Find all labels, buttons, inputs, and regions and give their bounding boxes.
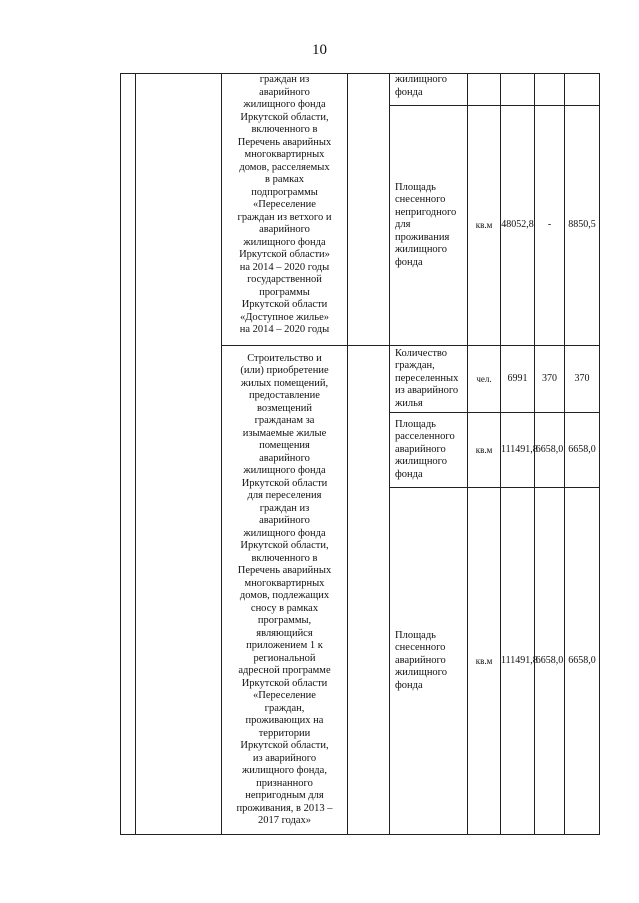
measure-text-line: включенного в: [251, 552, 318, 564]
value-base-cell: [501, 74, 535, 106]
measure-text-line: подпрограммы: [251, 186, 318, 198]
unit-cell: кв.м: [468, 488, 501, 835]
indicator-text-line: фонда: [395, 679, 423, 691]
indicator-text-line: жилищного: [395, 456, 447, 468]
measure-text-line: программы,: [257, 615, 312, 626]
measure-text-line: граждан из ветхого и: [237, 211, 332, 223]
measure-text-line: Строительство и: [247, 352, 322, 364]
indicator-text-line: расселенного: [395, 431, 455, 443]
measure-description-cell: [222, 346, 348, 835]
measure-text-line: жилых помещений,: [240, 377, 329, 389]
measure-text-line: являющийся: [256, 627, 313, 639]
indicator-text-line: снесенного: [395, 642, 446, 654]
indicator-text-line: жилищного: [395, 244, 447, 256]
program-indicators-table: [120, 73, 600, 835]
measure-text-line: предоставление: [249, 390, 320, 401]
measure-text-line: возмещений: [256, 402, 313, 414]
measure-text-line: граждан из: [259, 74, 310, 85]
indicator-text-line: жилищного: [395, 74, 447, 85]
measure-text-line: Перечень аварийных: [237, 565, 332, 576]
number-cell: [121, 74, 136, 835]
measure-text-line: Иркутской области: [241, 299, 328, 310]
value-year-2-cell: [565, 74, 600, 106]
measure-text-line: домов, расселяемых: [239, 161, 330, 173]
measure-text-line: изымаемые жилые: [242, 427, 327, 439]
source-cell: [348, 74, 390, 346]
measure-text-line: сносу в рамках: [250, 602, 319, 614]
value-base-cell: 111491,8: [501, 413, 535, 488]
indicator-cell: [390, 488, 468, 835]
indicator-text-line: аварийного: [395, 443, 446, 455]
measure-text-line: Перечень аварийных: [237, 136, 332, 148]
measure-text-line: адресной программе: [238, 665, 331, 676]
measure-text-line: «Переселение: [253, 690, 316, 701]
measure-text-line: домов, подлежащих: [239, 590, 330, 601]
measure-text-line: на 2014 – 2020 годы: [239, 324, 330, 335]
table-row: [121, 74, 600, 106]
value-year-2-cell: 370: [565, 346, 600, 413]
measure-text-line: Иркутской области,: [240, 740, 329, 751]
indicator-text-line: граждан,: [395, 360, 435, 372]
measure-text-line: Иркутской области: [241, 677, 328, 689]
unit-cell: кв.м: [468, 106, 501, 346]
measure-text-line: жилищного фонда,: [242, 765, 327, 776]
unit-cell: [468, 74, 501, 106]
indicator-text-line: непригодного: [395, 206, 457, 218]
measure-text-line: многоквартирных: [244, 149, 325, 160]
measure-text-line: территории: [258, 727, 311, 739]
value-base-cell: 6991: [501, 346, 535, 413]
measure-text-line: многоквартирных: [244, 577, 325, 589]
indicator-text-line: фонда: [395, 256, 423, 268]
source-cell: [348, 346, 390, 835]
measure-text-line: жилищного фонда: [243, 465, 326, 476]
measure-text-line: жилищного фонда: [243, 236, 326, 248]
measure-text-line: из аварийного: [252, 752, 317, 764]
value-year-1-cell: [535, 74, 565, 106]
unit-cell: чел.: [468, 346, 501, 413]
measure-text-line: жилищного фонда: [243, 527, 326, 539]
indicator-text-line: фонда: [395, 468, 423, 480]
measure-text-line: в рамках: [265, 174, 304, 185]
measure-text-line: приложением 1 к: [246, 640, 323, 651]
value-year-2-cell: 8850,5: [565, 106, 600, 346]
value-year-2-cell: 6658,0: [565, 488, 600, 835]
task-cell: [136, 74, 222, 835]
measure-text-line: для переселения: [247, 490, 322, 501]
measure-text-line: проживания, в 2013 –: [236, 802, 333, 814]
measure-text-line: на 2014 – 2020 годы: [239, 261, 330, 273]
value-base-cell: 48052,8: [501, 106, 535, 346]
measure-text-line: 2017 годах»: [257, 815, 312, 826]
measure-text-line: аварийного: [259, 224, 310, 235]
value-year-1-cell: -: [535, 106, 565, 346]
measure-text-line: «Переселение: [253, 199, 316, 210]
indicator-cell: [390, 106, 468, 346]
indicator-text-line: снесенного: [395, 194, 446, 206]
indicator-text-line: проживания: [395, 231, 450, 243]
page-number: 10: [312, 42, 327, 58]
value-year-1-cell: 370: [535, 346, 565, 413]
indicator-text-line: Площадь: [395, 181, 436, 193]
unit-cell: кв.м: [468, 413, 501, 488]
measure-text-line: включенного в: [251, 124, 318, 135]
indicator-text-line: для: [395, 219, 411, 231]
measure-text-line: региональной: [253, 652, 316, 664]
measure-text-line: государственной: [247, 274, 322, 285]
value-year-1-cell: 6658,0: [535, 488, 565, 835]
measure-text-line: гражданам за: [254, 415, 315, 426]
measure-description-cell: [222, 74, 348, 346]
indicator-text-line: аварийного: [395, 654, 446, 666]
measure-text-line: Иркутской области»: [239, 249, 330, 260]
indicator-text-line: жилищного: [395, 667, 447, 679]
measure-text-line: жилищного фонда: [243, 99, 326, 110]
indicator-text-line: фонда: [395, 86, 423, 98]
measure-text-line: Иркутской области,: [240, 111, 329, 123]
indicator-text-line: переселенных: [395, 372, 459, 384]
indicator-text-line: Площадь: [395, 629, 436, 641]
measure-text-line: признанного: [256, 777, 313, 789]
measure-text-line: Иркутской области,: [240, 540, 329, 551]
value-year-1-cell: 6658,0: [535, 413, 565, 488]
indicator-text-line: из аварийного: [395, 385, 459, 397]
indicator-text-line: Количество: [395, 347, 448, 359]
measure-text-line: проживающих на: [245, 715, 324, 726]
measure-text-line: аварийного: [259, 452, 310, 464]
measure-text-line: аварийного: [259, 515, 310, 526]
indicator-cell: [390, 74, 468, 106]
indicator-text-line: жилья: [395, 397, 423, 409]
indicator-text-line: Площадь: [395, 418, 436, 430]
measure-text-line: граждан,: [264, 702, 305, 714]
measure-text-line: аварийного: [259, 86, 310, 98]
measure-text-line: помещения: [259, 440, 310, 451]
measure-text-line: «Доступное жилье»: [240, 311, 329, 323]
measure-text-line: (или) приобретение: [240, 365, 329, 376]
measure-text-line: программы: [259, 286, 310, 298]
indicator-cell: [390, 413, 468, 488]
measure-text-line: непригодным для: [245, 790, 324, 801]
measure-text-line: Иркутской области: [241, 477, 328, 489]
indicator-cell: [390, 346, 468, 413]
value-base-cell: 111491,8: [501, 488, 535, 835]
value-year-2-cell: 6658,0: [565, 413, 600, 488]
measure-text-line: граждан из: [259, 502, 310, 514]
